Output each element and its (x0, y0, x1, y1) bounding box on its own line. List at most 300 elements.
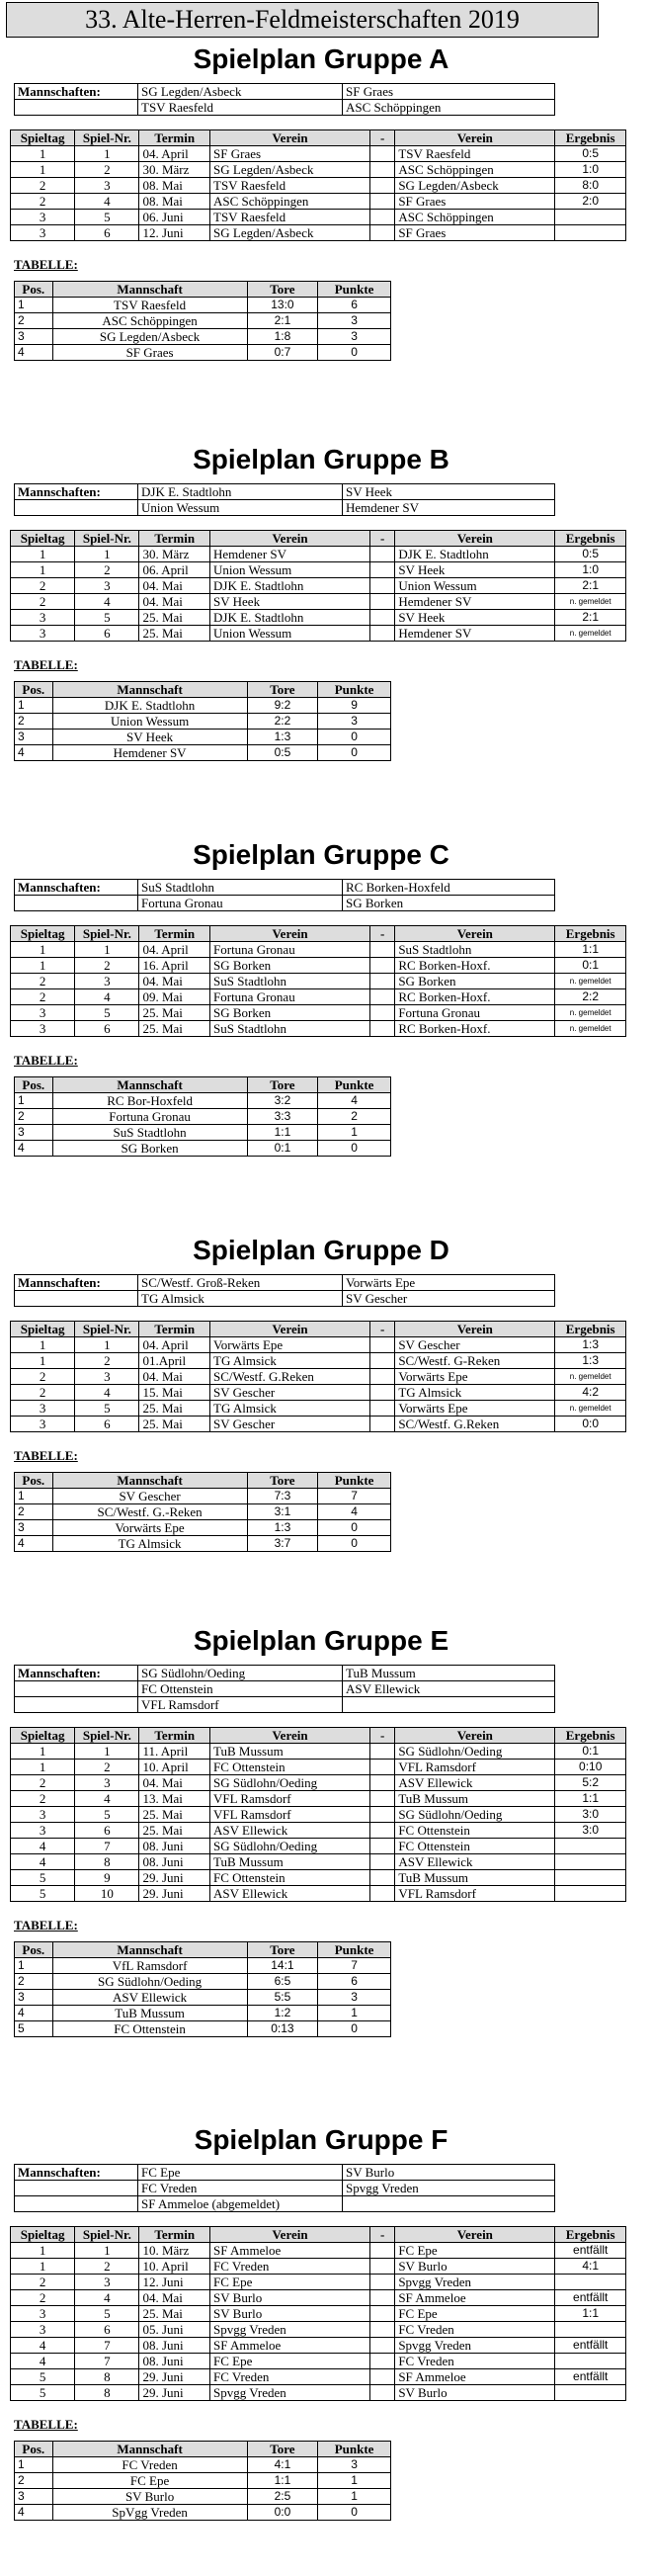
match-row (11, 2369, 626, 2385)
goals: 3:1 (247, 1504, 318, 1520)
match-number: 3 (75, 1775, 139, 1791)
standings-row (15, 730, 391, 745)
page-title: 33. Alte-Herren-Feldmeisterschaften 2019 (6, 2, 599, 38)
column-header: Spieltag (11, 531, 75, 547)
teams-row (15, 2196, 555, 2212)
goals: 2:1 (247, 313, 318, 329)
match-date: 25. Mai (139, 2306, 210, 2322)
home-team: SuS Stadtlohn (210, 974, 370, 989)
separator (370, 2259, 395, 2275)
home-team: Vorwärts Epe (210, 1337, 370, 1353)
match-date: 25. Mai (139, 1417, 210, 1432)
match-result: 1:1 (555, 1791, 626, 1807)
separator (370, 1839, 395, 1854)
position: 3 (15, 329, 53, 345)
match-row (11, 1385, 626, 1401)
team-name: Fortuna Gronau (138, 896, 343, 911)
away-team: TSV Raesfeld (395, 146, 555, 162)
match-number: 6 (75, 626, 139, 642)
team-name: SV Burlo (52, 2489, 247, 2505)
teams-row (15, 2181, 555, 2196)
standings-header-row (15, 2442, 391, 2457)
points: 1 (318, 1125, 391, 1141)
column-header: Ergebnis (555, 1322, 626, 1337)
separator (370, 2385, 395, 2401)
goals: 0:1 (247, 1141, 318, 1157)
match-row (11, 146, 626, 162)
position: 1 (15, 1958, 53, 1974)
away-team: DJK E. Stadtlohn (395, 547, 555, 562)
matchday: 2 (11, 2275, 75, 2290)
match-date: 16. April (139, 958, 210, 974)
match-date: 04. Mai (139, 1369, 210, 1385)
goals: 1:3 (247, 730, 318, 745)
match-number: 4 (75, 989, 139, 1005)
standings-row (15, 1520, 391, 1536)
match-number: 3 (75, 578, 139, 594)
match-row (11, 562, 626, 578)
match-date: 08. Juni (139, 1839, 210, 1854)
team-name: SG Legden/Asbeck (138, 84, 343, 100)
match-result: 0:1 (555, 1744, 626, 1760)
team-name: SG Südlohn/Oeding (138, 1666, 343, 1681)
away-team: ASC Schöppingen (395, 162, 555, 178)
separator (370, 210, 395, 225)
goals: 13:0 (247, 298, 318, 313)
team-name: SG Borken (52, 1141, 247, 1157)
goals: 0:0 (247, 2505, 318, 2521)
standings-table (14, 681, 391, 761)
matchday: 4 (11, 1854, 75, 1870)
group-title: Spielplan Gruppe E (193, 1625, 449, 1656)
matchday: 4 (11, 1839, 75, 1854)
standings-label: TABELLE: (14, 257, 78, 272)
team-name: TSV Raesfeld (138, 100, 343, 116)
goals: 7:3 (247, 1489, 318, 1504)
home-team: SC/Westf. G.Reken (210, 1369, 370, 1385)
standings-table (14, 1472, 391, 1552)
team-name: SC/Westf. Groß-Reken (138, 1275, 343, 1291)
match-row (11, 162, 626, 178)
match-result: 0:5 (555, 146, 626, 162)
standings-table (14, 1941, 391, 2037)
teams-label (15, 2181, 138, 2196)
position: 2 (15, 1974, 53, 1990)
position: 2 (15, 1109, 53, 1125)
teams-table (14, 483, 555, 516)
match-date: 29. Juni (139, 1886, 210, 1902)
home-team: Spvgg Vreden (210, 2385, 370, 2401)
standings-header-row (15, 682, 391, 698)
match-date: 25. Mai (139, 1823, 210, 1839)
match-number: 5 (75, 210, 139, 225)
match-row (11, 1417, 626, 1432)
team-name: Spvgg Vreden (343, 2181, 555, 2196)
column-header: Pos. (15, 1473, 53, 1489)
match-row (11, 2290, 626, 2306)
match-result (555, 2385, 626, 2401)
match-row (11, 547, 626, 562)
home-team: ASC Schöppingen (210, 194, 370, 210)
group-section (10, 1231, 632, 1552)
team-name: SpVgg Vreden (52, 2505, 247, 2521)
away-team: RC Borken-Hoxf. (395, 958, 555, 974)
match-number: 2 (75, 562, 139, 578)
teams-row (15, 500, 555, 516)
home-team: SF Graes (210, 146, 370, 162)
home-team: Union Wessum (210, 562, 370, 578)
schedule-table (10, 1727, 626, 1902)
match-result: 2:0 (555, 194, 626, 210)
match-result: 3:0 (555, 1823, 626, 1839)
match-number: 1 (75, 1744, 139, 1760)
points: 3 (318, 313, 391, 329)
column-header: Ergebnis (555, 926, 626, 942)
column-header: Verein (210, 1322, 370, 1337)
home-team: Fortuna Gronau (210, 989, 370, 1005)
match-result: n. gemeldet (555, 974, 626, 989)
separator (370, 2290, 395, 2306)
home-team: FC Ottenstein (210, 1870, 370, 1886)
team-name: SV Heek (343, 484, 555, 500)
teams-row (15, 100, 555, 116)
points: 0 (318, 1536, 391, 1552)
match-row (11, 1854, 626, 1870)
standings-row (15, 1125, 391, 1141)
matchday: 5 (11, 1886, 75, 1902)
column-header: Punkte (318, 282, 391, 298)
home-team: ASV Ellewick (210, 1886, 370, 1902)
match-date: 13. Mai (139, 1791, 210, 1807)
team-name: SG Borken (343, 896, 555, 911)
column-header: Mannschaft (52, 2442, 247, 2457)
position: 1 (15, 1489, 53, 1504)
separator (370, 1417, 395, 1432)
standings-label: TABELLE: (14, 1918, 78, 1932)
separator (370, 1854, 395, 1870)
home-team: FC Vreden (210, 2369, 370, 2385)
match-number: 10 (75, 1886, 139, 1902)
away-team: SC/Westf. G.Reken (395, 1417, 555, 1432)
separator (370, 942, 395, 958)
match-result: 0:10 (555, 1760, 626, 1775)
team-name: FC Vreden (138, 2181, 343, 2196)
away-team: SF Graes (395, 225, 555, 241)
standings-row (15, 2021, 391, 2037)
team-name: Hemdener SV (343, 500, 555, 516)
separator (370, 958, 395, 974)
home-team: SG Borken (210, 958, 370, 974)
match-date: 29. Juni (139, 2385, 210, 2401)
column-header: Spiel-Nr. (75, 531, 139, 547)
match-row (11, 1401, 626, 1417)
away-team: Vorwärts Epe (395, 1369, 555, 1385)
match-row (11, 1369, 626, 1385)
home-team: FC Epe (210, 2354, 370, 2369)
team-name: FC Ottenstein (52, 2021, 247, 2037)
teams-label: Mannschaften: (15, 880, 138, 896)
points: 6 (318, 1974, 391, 1990)
column-header: Verein (210, 130, 370, 146)
teams-table (14, 83, 555, 116)
match-number: 7 (75, 2338, 139, 2354)
separator (370, 1401, 395, 1417)
column-header: Verein (395, 1728, 555, 1744)
match-number: 6 (75, 1417, 139, 1432)
match-row (11, 2354, 626, 2369)
teams-row (15, 896, 555, 911)
match-row (11, 1337, 626, 1353)
teams-table (14, 879, 555, 911)
match-date: 25. Mai (139, 626, 210, 642)
home-team: ASV Ellewick (210, 1823, 370, 1839)
home-team: SV Gescher (210, 1417, 370, 1432)
home-team: Spvgg Vreden (210, 2322, 370, 2338)
teams-label: Mannschaften: (15, 484, 138, 500)
home-team: SG Legden/Asbeck (210, 225, 370, 241)
column-header: - (370, 1728, 395, 1744)
match-result (555, 210, 626, 225)
goals: 4:1 (247, 2457, 318, 2473)
schedule-header-row (11, 1322, 626, 1337)
home-team: TuB Mussum (210, 1744, 370, 1760)
schedule-table (10, 530, 626, 642)
matchday: 2 (11, 578, 75, 594)
home-team: FC Vreden (210, 2259, 370, 2275)
points: 4 (318, 1504, 391, 1520)
separator (370, 194, 395, 210)
match-result (555, 1839, 626, 1854)
away-team: ASC Schöppingen (395, 210, 555, 225)
team-name: DJK E. Stadtlohn (138, 484, 343, 500)
matchday: 1 (11, 2259, 75, 2275)
column-header: Ergebnis (555, 2227, 626, 2243)
match-result: 1:1 (555, 942, 626, 958)
match-result: 1:0 (555, 562, 626, 578)
points: 3 (318, 714, 391, 730)
goals: 1:3 (247, 1520, 318, 1536)
separator (370, 1353, 395, 1369)
standings-row (15, 1093, 391, 1109)
group-title: Spielplan Gruppe D (193, 1235, 449, 1265)
separator (370, 1807, 395, 1823)
teams-label: Mannschaften: (15, 1275, 138, 1291)
match-number: 5 (75, 610, 139, 626)
schedule-header-row (11, 2227, 626, 2243)
separator (370, 1744, 395, 1760)
schedule-header-row (11, 531, 626, 547)
home-team: SF Ammeloe (210, 2243, 370, 2259)
standings-header-row (15, 1473, 391, 1489)
home-team: TSV Raesfeld (210, 178, 370, 194)
column-header: Spieltag (11, 1322, 75, 1337)
match-date: 04. Mai (139, 578, 210, 594)
column-header: Spiel-Nr. (75, 2227, 139, 2243)
separator (370, 2275, 395, 2290)
away-team: SuS Stadtlohn (395, 942, 555, 958)
separator (370, 178, 395, 194)
away-team: SF Ammeloe (395, 2369, 555, 2385)
away-team: Hemdener SV (395, 626, 555, 642)
team-name: SF Ammeloe (abgemeldet) (138, 2196, 343, 2212)
column-header: Termin (139, 926, 210, 942)
column-header: Spiel-Nr. (75, 130, 139, 146)
match-date: 11. April (139, 1744, 210, 1760)
match-result (555, 2354, 626, 2369)
match-result (555, 2275, 626, 2290)
match-date: 08. Juni (139, 2354, 210, 2369)
matchday: 2 (11, 2290, 75, 2306)
column-header: Pos. (15, 282, 53, 298)
column-header: Mannschaft (52, 1473, 247, 1489)
column-header: Spieltag (11, 2227, 75, 2243)
column-header: Verein (395, 1322, 555, 1337)
matchday: 3 (11, 626, 75, 642)
matchday: 1 (11, 2243, 75, 2259)
away-team: SG Borken (395, 974, 555, 989)
separator (370, 2243, 395, 2259)
teams-label: Mannschaften: (15, 1666, 138, 1681)
away-team: FC Epe (395, 2243, 555, 2259)
away-team: FC Epe (395, 2306, 555, 2322)
home-team: VFL Ramsdorf (210, 1791, 370, 1807)
match-result: 5:2 (555, 1775, 626, 1791)
match-row (11, 2338, 626, 2354)
standings-table (14, 1076, 391, 1157)
match-date: 04. Mai (139, 594, 210, 610)
match-number: 4 (75, 194, 139, 210)
match-row (11, 1353, 626, 1369)
match-row (11, 578, 626, 594)
column-header: Termin (139, 1322, 210, 1337)
standings-row (15, 2457, 391, 2473)
match-number: 6 (75, 2322, 139, 2338)
match-result: 0:0 (555, 1417, 626, 1432)
match-date: 08. Juni (139, 1854, 210, 1870)
goals: 5:5 (247, 1990, 318, 2006)
matchday: 3 (11, 2306, 75, 2322)
teams-row (15, 1681, 555, 1697)
schedule-header-row (11, 926, 626, 942)
match-date: 05. Juni (139, 2322, 210, 2338)
points: 7 (318, 1489, 391, 1504)
match-row (11, 610, 626, 626)
column-header: - (370, 130, 395, 146)
separator (370, 578, 395, 594)
position: 2 (15, 2473, 53, 2489)
match-result: entfällt (555, 2243, 626, 2259)
match-row (11, 225, 626, 241)
column-header: Verein (395, 130, 555, 146)
home-team: Union Wessum (210, 626, 370, 642)
match-row (11, 942, 626, 958)
match-date: 10. März (139, 2243, 210, 2259)
match-result (555, 1870, 626, 1886)
team-name: TuB Mussum (343, 1666, 555, 1681)
schedule-table (10, 2226, 626, 2401)
match-row (11, 958, 626, 974)
points: 0 (318, 1141, 391, 1157)
home-team: TuB Mussum (210, 1854, 370, 1870)
matchday: 1 (11, 958, 75, 974)
standings-row (15, 2006, 391, 2021)
separator (370, 626, 395, 642)
standings-row (15, 1109, 391, 1125)
team-name: SV Gescher (52, 1489, 247, 1504)
goals: 6:5 (247, 1974, 318, 1990)
match-row (11, 178, 626, 194)
points: 3 (318, 329, 391, 345)
column-header: Mannschaft (52, 282, 247, 298)
team-name: SC/Westf. G.-Reken (52, 1504, 247, 1520)
position: 4 (15, 1141, 53, 1157)
match-row (11, 626, 626, 642)
team-name: TuB Mussum (52, 2006, 247, 2021)
matchday: 5 (11, 1870, 75, 1886)
points: 1 (318, 2006, 391, 2021)
match-date: 25. Mai (139, 1807, 210, 1823)
match-date: 09. Mai (139, 989, 210, 1005)
points: 0 (318, 730, 391, 745)
column-header: Punkte (318, 2442, 391, 2457)
separator (370, 225, 395, 241)
separator (370, 1005, 395, 1021)
match-number: 7 (75, 1839, 139, 1854)
column-header: Spieltag (11, 1728, 75, 1744)
standings-row (15, 1536, 391, 1552)
match-number: 2 (75, 958, 139, 974)
schedule-table (10, 1321, 626, 1432)
home-team: SuS Stadtlohn (210, 1021, 370, 1037)
match-number: 5 (75, 1401, 139, 1417)
team-name: FC Vreden (52, 2457, 247, 2473)
match-number: 1 (75, 547, 139, 562)
match-number: 8 (75, 2369, 139, 2385)
match-row (11, 594, 626, 610)
away-team: TuB Mussum (395, 1870, 555, 1886)
match-number: 2 (75, 2259, 139, 2275)
column-header: - (370, 531, 395, 547)
column-header: Tore (247, 682, 318, 698)
match-result: 2:1 (555, 578, 626, 594)
team-name: Union Wessum (138, 500, 343, 516)
column-header: Verein (395, 926, 555, 942)
home-team: SG Südlohn/Oeding (210, 1839, 370, 1854)
match-result: n. gemeldet (555, 1021, 626, 1037)
matchday: 1 (11, 162, 75, 178)
standings-table (14, 2441, 391, 2521)
group-title: Spielplan Gruppe A (193, 43, 449, 74)
away-team: TG Almsick (395, 1385, 555, 1401)
separator (370, 2338, 395, 2354)
match-row (11, 210, 626, 225)
separator (370, 989, 395, 1005)
home-team: Hemdener SV (210, 547, 370, 562)
team-name: Hemdener SV (52, 745, 247, 761)
position: 1 (15, 2457, 53, 2473)
column-header: Verein (210, 531, 370, 547)
match-row (11, 1760, 626, 1775)
schedule-table (10, 925, 626, 1037)
team-name: SuS Stadtlohn (138, 880, 343, 896)
group-section (10, 440, 632, 761)
separator (370, 2306, 395, 2322)
match-result: 4:1 (555, 2259, 626, 2275)
group-title: Spielplan Gruppe C (193, 839, 449, 870)
column-header: Pos. (15, 2442, 53, 2457)
match-result: n. gemeldet (555, 1369, 626, 1385)
home-team: FC Epe (210, 2275, 370, 2290)
